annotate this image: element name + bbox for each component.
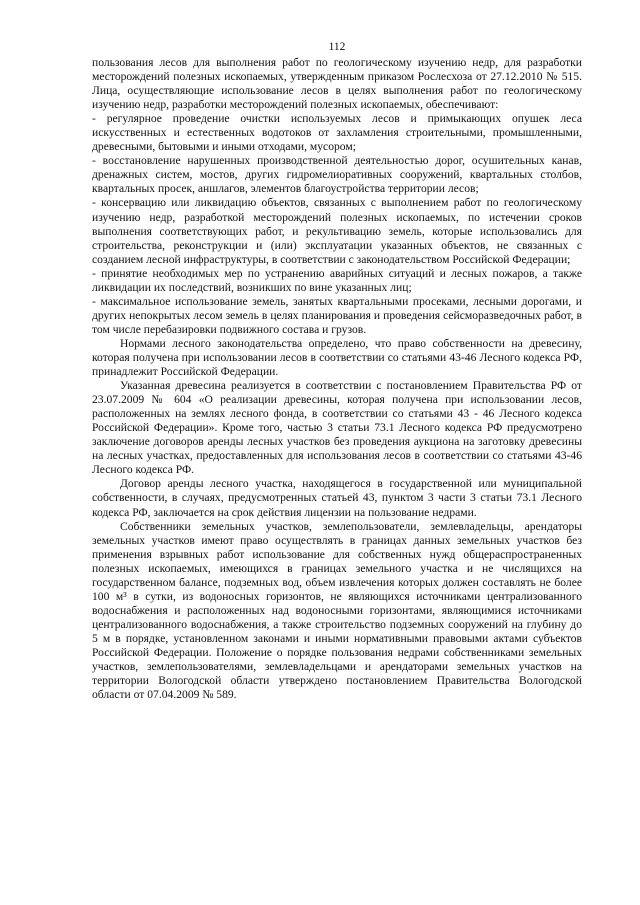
paragraph: Указанная древесина реализуется в соответствии с постановлением Правительства РФ от 23.07.2009 № 604 «О реализации древесины, которая получена при использовании лесов, расположенных на землях лесного фонда, в соответствии со статьями 43 - 46 Лесного кодекса Российской Федерации». Кроме того, частью 3 статьи 73.1 Лесного кодекса РФ предусмотрено заключение договоров аренды лесных участков без проведения аукциона на заготовку древесины на лесных участках, предоставленных для использования лесов в соответствии со статьями 43-46 Лесного кодекса РФ. <box>92 379 582 477</box>
list-item-paragraph: - максимальное использование земель, занятых квартальными просеками, лесными дорогами, и других непокрытых лесом земель в целях планирования и проведения сейсморазведочных работ, в том числе перебазировки подвижного состава и грузов. <box>92 294 582 336</box>
document-body <box>92 56 582 702</box>
paragraph: Договор аренды лесного участка, находящегося в государственной или муниципальной собственности, в случаях, предусмотренных статьей 43, пунктом 3 части 3 статьи 73.1 Лесного кодекса РФ, заключается на срок действия лицензии на пользование недрами. <box>92 477 582 519</box>
paragraph: Нормами лесного законодательства определено, что право собственности на древесину, которая получена при использовании лесов в соответствии со статьями 43-46 Лесного кодекса РФ, принадлежит Российской Федерации. <box>92 336 582 379</box>
list-item-paragraph: - консервацию или ликвидацию объектов, связанных с выполнением работ по геологическому изучению недр, разработкой месторождений полезных ископаемых, по истечении сроков выполнения соответствующих работ, и рекультивацию земель, которые использовались для строительства, реконструкции и (или) эксплуатации указанных объектов, не связанных с созданием лесной инфраструктуры, в соответствии с законодательством Российской Федерации; <box>92 196 582 266</box>
list-item-paragraph: - регулярное проведение очистки используемых лесов и примыкающих опушек леса искусственных и естественных водотоков от захламления строительными, промышленными, древесными, бытовыми и иными отходами, мусором; <box>92 112 582 154</box>
list-item-paragraph: пользования лесов для выполнения работ по геологическому изучению недр, для разработки месторождений полезных ископаемых, утвержденным приказом Рослесхоза от 27.12.2010 № 515. Лица, осуществляющие использование лесов в целях выполнения работ по геологическому изучению недр, разработки месторождений полезных ископаемых, обеспечивают: <box>92 56 582 112</box>
paragraph: Собственники земельных участков, землепользователи, землевладельцы, арендаторы земельных участков имеют право осуществлять в границах данных земельных участков без применения взрывных работ использование для собственных нужд общераспространенных полезных ископаемых, имеющихся в границах земельного участка и не числящихся на государственном балансе, подземных вод, объем извлечения которых должен составлять не более 100 м³ в сутки, из водоносных горизонтов, не являющихся источниками централизованного водоснабжения и расположенных над водоносными горизонтами, являющимися источниками централизованного водоснабжения, а также строительство подземных сооружений на глубину до 5 м в порядке, установленном законами и иными нормативными правовыми актами субъектов Российской Федерации. Положение о порядке пользования недрами собственниками земельных участков, землепользователями, землевладельцами и арендаторами земельных участков на территории Вологодской области утверждено постановлением Правительства Вологодской области от 07.04.2009 № 589. <box>92 519 582 702</box>
page-number: 112 <box>328 41 346 53</box>
list-item-paragraph: - принятие необходимых мер по устранению аварийных ситуаций и лесных пожаров, а также ликвидации их последствий, возникших по вине указанных лиц; <box>92 266 582 294</box>
list-item-paragraph: - восстановление нарушенных производственной деятельностью дорог, осушительных канав, дренажных систем, мостов, других гидромелиоративных сооружений, квартальных столбов, квартальных просек, аншлагов, элементов благоустройства территории лесов; <box>92 154 582 196</box>
